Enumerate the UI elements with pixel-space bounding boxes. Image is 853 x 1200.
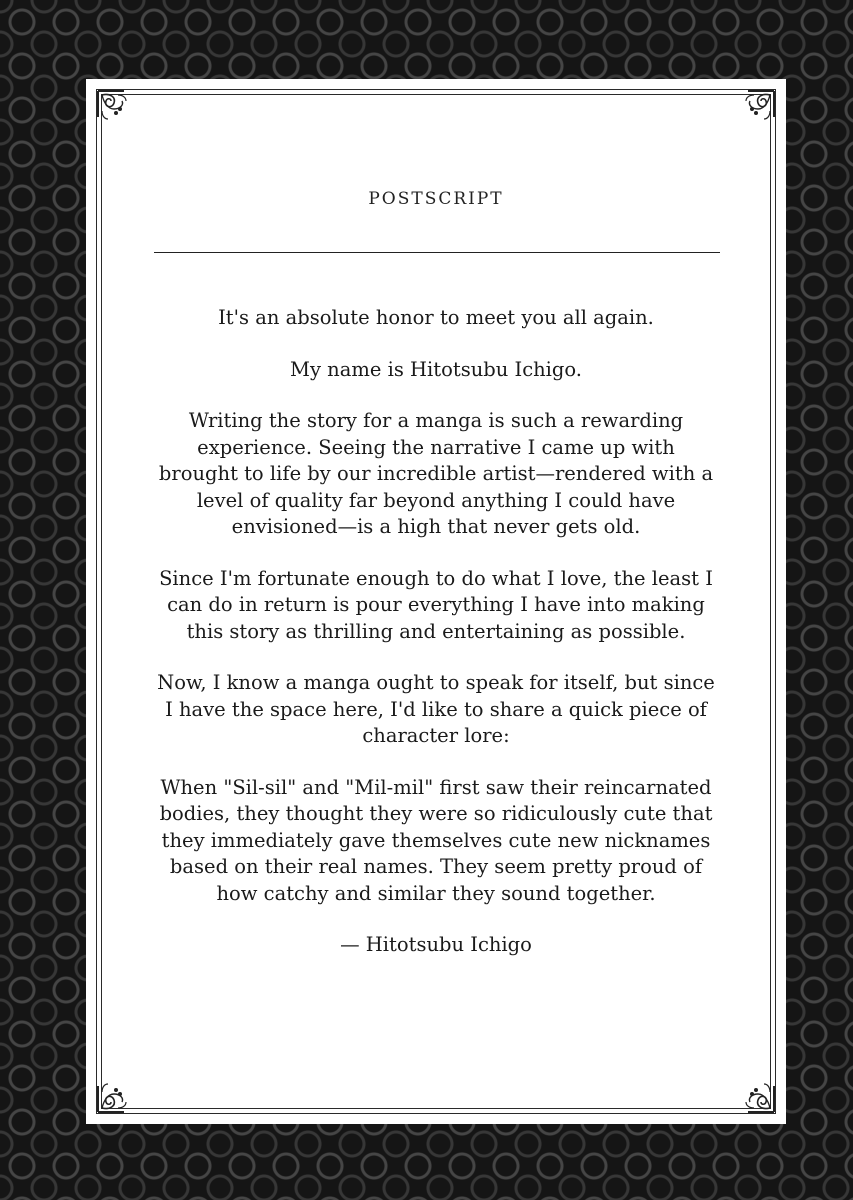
flourish-corner-icon <box>740 87 778 125</box>
paragraph-character-lore: When "Sil-sil" and "Mil-mil" first saw their reincarnated bodies, they thought they were so ridiculously cute that they immediately gave themselves cute new nicknames based on their real names. They seem pretty proud of how catchy and similar they sound together. <box>159 775 713 905</box>
flourish-corner-icon <box>94 1078 132 1116</box>
paragraph-character-lore-intro: Now, I know a manga ought to speak for itself, but since I have the space here, I'd like to share a quick piece of character lore: <box>157 671 715 747</box>
paragraph-greeting: It's an absolute honor to meet you all again. <box>218 306 654 329</box>
flourish-corner-icon <box>94 87 132 125</box>
paragraph-writing-experience: Writing the story for a manga is such a rewarding experience. Seeing the narrative I came up with brought to life by our incredible artist—rendered with a level of quality far beyond anything I could have envisioned—is a high that never gets old. <box>158 409 714 538</box>
author-signature: — Hitotsubu Ichigo <box>340 933 532 956</box>
paragraph-introduction: My name is Hitotsubu Ichigo. <box>290 357 582 381</box>
paragraph-gratitude: Since I'm fortunate enough to do what I love, the least I can do in return is pour everything I have into making this story as thrilling and entertaining as possible. <box>159 566 713 643</box>
page-title: POSTSCRIPT <box>368 189 504 209</box>
title-divider <box>154 252 720 253</box>
postscript-page <box>86 79 786 1124</box>
postscript-body <box>156 305 716 984</box>
flourish-corner-icon <box>740 1078 778 1116</box>
